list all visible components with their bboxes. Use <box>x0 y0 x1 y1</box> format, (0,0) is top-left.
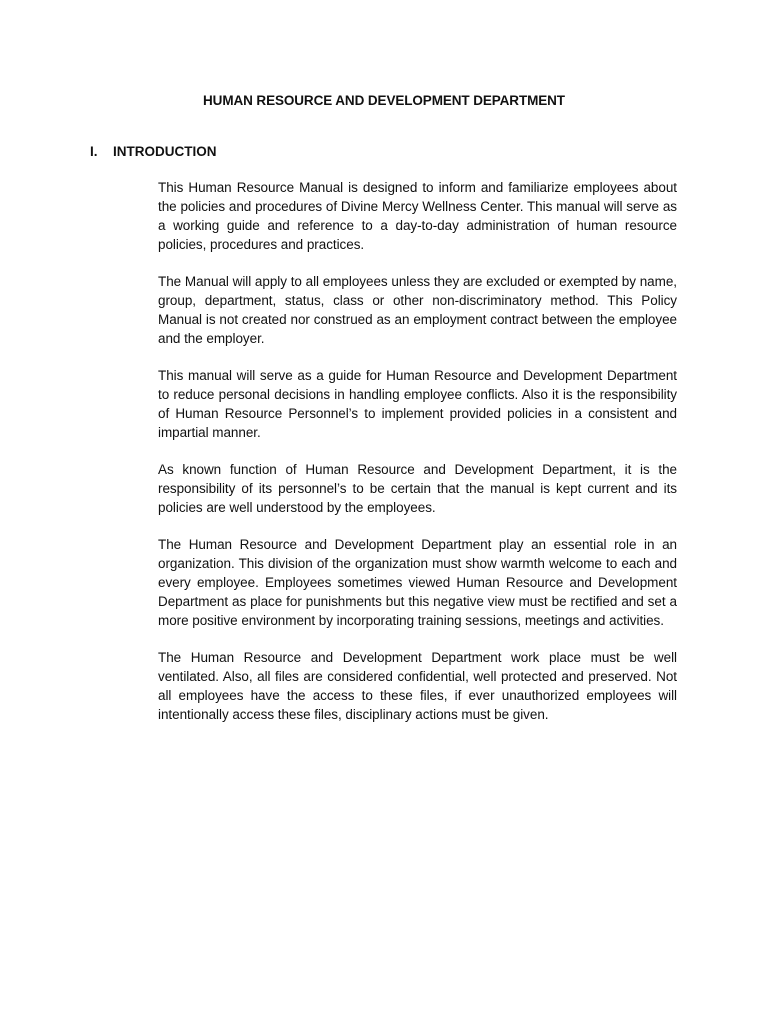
paragraph: This Human Resource Manual is designed to inform and familiarize employees about the policies and procedures of Divine Mercy Wellness Center. This manual will serve as a working guide and reference to a day-to-day administration of human resource policies, procedures and practices. <box>158 180 677 252</box>
section-body <box>158 178 677 742</box>
section-number: I. <box>90 144 98 159</box>
paragraph: The Manual will apply to all employees unless they are excluded or exempted by name, group, department, status, class or other non-discriminatory method. This Policy Manual is not created nor construed as an employment contract between the employee and the employer. <box>158 274 677 346</box>
section-title: INTRODUCTION <box>113 144 217 159</box>
section-heading <box>90 144 217 159</box>
paragraph: The Human Resource and Development Department work place must be well ventilated. Also, all files are considered confidential, well protected and preserved. Not all employees have the access to these files, if ever unauthorized employees will intentionally access these files, disciplinary actions must be given. <box>158 650 677 722</box>
document-title: HUMAN RESOURCE AND DEVELOPMENT DEPARTMENT <box>203 93 565 108</box>
paragraph: The Human Resource and Development Department play an essential role in an organization. This division of the organization must show warmth welcome to each and every employee. Employees sometimes viewed Human Resource and Development Department as place for punishments but this negative view must be rectified and set a more positive environment by incorporating training sessions, meetings and activities. <box>158 537 677 628</box>
paragraph: As known function of Human Resource and Development Department, it is the responsibility of its personnel’s to be certain that the manual is kept current and its policies are well understood by the employees. <box>158 462 677 515</box>
paragraph: This manual will serve as a guide for Human Resource and Development Department to reduce personal decisions in handling employee conflicts. Also it is the responsibility of Human Resource Personnel’s to implement provided policies in a consistent and impartial manner. <box>158 368 677 440</box>
